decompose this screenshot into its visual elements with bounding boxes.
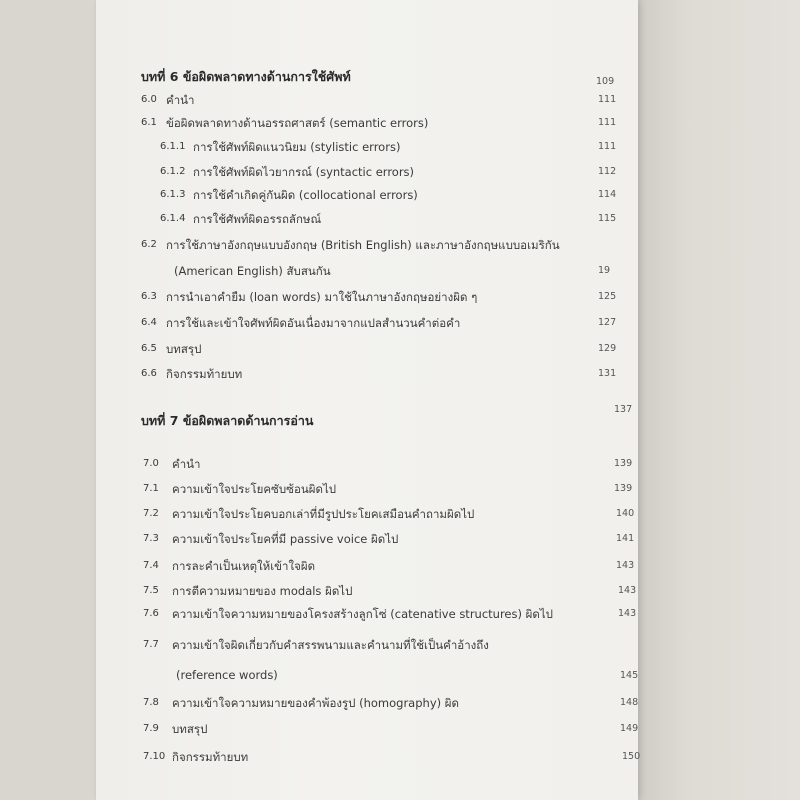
section-title: การใช้ศัพท์ผิดแนวนิยม (stylistic errors) bbox=[193, 140, 401, 154]
section-number: 6.0 bbox=[141, 94, 157, 105]
section-number: 6.4 bbox=[141, 317, 157, 328]
section-number: 7.0 bbox=[143, 458, 159, 469]
page-number: 114 bbox=[598, 189, 617, 200]
page-number: 139 bbox=[614, 458, 633, 469]
page-number: 109 bbox=[596, 76, 615, 87]
page-number: 145 bbox=[620, 670, 639, 681]
section-number: 7.5 bbox=[143, 585, 159, 596]
toc-entry bbox=[0, 582, 800, 602]
section-title: การนำเอาคำยืม (loan words) มาใช้ในภาษาอังกฤษอย่างผิด ๆ bbox=[166, 290, 478, 304]
page-number: 148 bbox=[620, 697, 639, 708]
toc-entry bbox=[0, 262, 800, 282]
toc-entry bbox=[0, 340, 800, 360]
section-number: 6.1 bbox=[141, 117, 157, 128]
page-number: 125 bbox=[598, 291, 617, 302]
toc-entry bbox=[0, 314, 800, 334]
page-number: 149 bbox=[620, 723, 639, 734]
section-title: ความเข้าใจความหมายของคำพ้องรูป (homography) ผิด bbox=[172, 696, 459, 710]
toc-entry bbox=[0, 636, 800, 656]
section-number: 6.1.3 bbox=[160, 189, 186, 200]
page-number: 143 bbox=[618, 608, 637, 619]
section-title: บทสรุป bbox=[172, 722, 208, 736]
section-title: ความเข้าใจความหมายของโครงสร้างลูกโซ่ (catenative structures) ผิดไป bbox=[172, 607, 553, 621]
section-title: การใช้ภาษาอังกฤษแบบอังกฤษ (British English) และภาษาอังกฤษแบบอเมริกัน bbox=[166, 238, 560, 252]
section-title: การใช้คำเกิดคู่กันผิด (collocational errors) bbox=[193, 188, 418, 202]
toc-entry bbox=[0, 530, 800, 550]
section-number: 7.1 bbox=[143, 483, 159, 494]
section-number: 7.4 bbox=[143, 560, 159, 571]
section-title: ความเข้าใจผิดเกี่ยวกับคำสรรพนามและคำนามที่ใช้เป็นคำอ้างถึง bbox=[172, 638, 489, 652]
page-number: 129 bbox=[598, 343, 617, 354]
page-number: 141 bbox=[616, 533, 635, 544]
section-title: การใช้และเข้าใจศัพท์ผิดอันเนื่องมาจากแปลสำนวนคำต่อคำ bbox=[166, 316, 461, 330]
section-number: 6.2 bbox=[141, 239, 157, 250]
page-number: 143 bbox=[616, 560, 635, 571]
toc-entry bbox=[0, 605, 800, 625]
section-number: 6.1.2 bbox=[160, 166, 186, 177]
section-number: 6.1.4 bbox=[160, 213, 186, 224]
section-number: 7.9 bbox=[143, 723, 159, 734]
section-number: 7.10 bbox=[143, 751, 166, 762]
toc-entry bbox=[0, 288, 800, 308]
section-title: คำนำ bbox=[172, 457, 201, 471]
page-number: 137 bbox=[614, 404, 633, 415]
toc-entry bbox=[0, 720, 800, 740]
chapter-heading bbox=[0, 404, 800, 430]
section-number: 7.7 bbox=[143, 639, 159, 650]
toc-entry bbox=[0, 91, 800, 111]
section-title: คำนำ bbox=[166, 93, 195, 107]
section-number: 6.6 bbox=[141, 368, 157, 379]
section-title: การตีความหมายของ modals ผิดไป bbox=[172, 584, 353, 598]
toc-entry bbox=[0, 186, 800, 206]
section-number: 7.6 bbox=[143, 608, 159, 619]
section-title: บทสรุป bbox=[166, 342, 202, 356]
section-title: กิจกรรมท้ายบท bbox=[166, 367, 243, 381]
section-number: 6.3 bbox=[141, 291, 157, 302]
section-number: 7.3 bbox=[143, 533, 159, 544]
page-number: 143 bbox=[618, 585, 637, 596]
section-title: การใช้ศัพท์ผิดอรรถลักษณ์ bbox=[193, 212, 322, 226]
toc-entry bbox=[0, 236, 800, 256]
section-title: ความเข้าใจประโยคซับซ้อนผิดไป bbox=[172, 482, 337, 496]
section-title: การใช้ศัพท์ผิดไวยากรณ์ (syntactic errors) bbox=[193, 165, 415, 179]
chapter-heading bbox=[0, 66, 800, 86]
section-title: การละคำเป็นเหตุให้เข้าใจผิด bbox=[172, 559, 316, 573]
toc-entry bbox=[0, 455, 800, 475]
toc-entry bbox=[0, 667, 800, 687]
chapter-title: บทที่ 7 ข้อผิดพลาดด้านการอ่าน bbox=[141, 413, 314, 428]
page-number: 112 bbox=[598, 166, 617, 177]
page-number: 111 bbox=[598, 117, 617, 128]
section-title: (American English) สับสนกัน bbox=[174, 264, 331, 278]
page-number: 139 bbox=[614, 483, 633, 494]
toc-entry bbox=[0, 480, 800, 500]
page-number: 115 bbox=[598, 213, 617, 224]
toc-entry bbox=[0, 557, 800, 577]
page-number: 131 bbox=[598, 368, 617, 379]
section-title: กิจกรรมท้ายบท bbox=[172, 750, 249, 764]
page-number: 111 bbox=[598, 141, 617, 152]
section-number: 7.8 bbox=[143, 697, 159, 708]
section-title: ความเข้าใจประโยคบอกเล่าที่มีรูปประโยคเสมือนคำถามผิดไป bbox=[172, 507, 475, 521]
toc-entry bbox=[0, 138, 800, 158]
toc-entry bbox=[0, 694, 800, 714]
page-number: 19 bbox=[598, 265, 611, 276]
toc-entry bbox=[0, 114, 800, 134]
toc-entry bbox=[0, 748, 800, 768]
page-number: 150 bbox=[622, 751, 641, 762]
section-number: 6.5 bbox=[141, 343, 157, 354]
section-title: ข้อผิดพลาดทางด้านอรรถศาสตร์ (semantic errors) bbox=[166, 116, 429, 130]
toc-entry bbox=[0, 365, 800, 385]
toc-entry bbox=[0, 210, 800, 230]
section-number: 6.1.1 bbox=[160, 141, 186, 152]
section-number: 7.2 bbox=[143, 508, 159, 519]
section-title: (reference words) bbox=[176, 668, 278, 682]
section-title: ความเข้าใจประโยคที่มี passive voice ผิดไป bbox=[172, 532, 399, 546]
page-number: 111 bbox=[598, 94, 617, 105]
chapter-title: บทที่ 6 ข้อผิดพลาดทางด้านการใช้ศัพท์ bbox=[141, 69, 351, 84]
toc-entry bbox=[0, 505, 800, 525]
page-number: 127 bbox=[598, 317, 617, 328]
toc-entry bbox=[0, 163, 800, 183]
page-number: 140 bbox=[616, 508, 635, 519]
